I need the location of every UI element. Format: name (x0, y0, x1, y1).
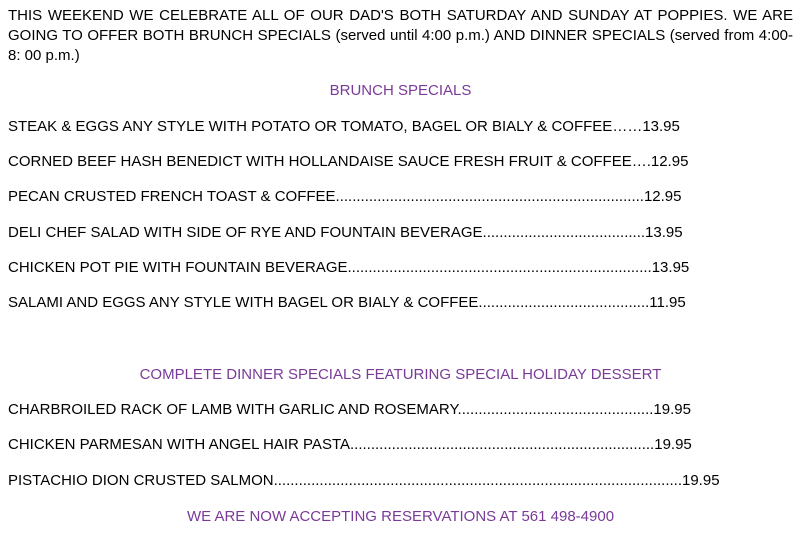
dinner-item: CHARBROILED RACK OF LAMB WITH GARLIC AND ROSEMARY...............................................19.95 (8, 401, 691, 418)
dinner-heading: COMPLETE DINNER SPECIALS FEATURING SPECIAL HOLIDAY DESSERT (139, 366, 662, 383)
brunch-item: DELI CHEF SALAD WITH SIDE OF RYE AND FOUNTAIN BEVERAGE.......................................13.95 (8, 224, 683, 241)
brunch-item: CHICKEN POT PIE WITH FOUNTAIN BEVERAGE.........................................................................13.95 (8, 259, 690, 276)
brunch-item: PECAN CRUSTED FRENCH TOAST & COFFEE..........................................................................12.95 (8, 188, 682, 205)
brunch-item: STEAK & EGGS ANY STYLE WITH POTATO OR TOMATO, BAGEL OR BIALY & COFFEE……13.95 (8, 118, 680, 135)
dinner-item: CHICKEN PARMESAN WITH ANGEL HAIR PASTA.........................................................................19.95 (8, 436, 692, 453)
brunch-item: CORNED BEEF HASH BENEDICT WITH HOLLANDAISE SAUCE FRESH FRUIT & COFFEE….12.95 (8, 153, 689, 170)
dinner-item: PISTACHIO DION CRUSTED SALMON..................................................................................................19.95 (8, 472, 720, 489)
intro-paragraph: THIS WEEKEND WE CELEBRATE ALL OF OUR DAD'S BOTH SATURDAY AND SUNDAY AT POPPIES. WE ARE GOING TO OFFER BOTH BRUNCH SPECIALS (served until 4:00 p.m.) AND DINNER SPECIALS (served from 4:00-8: 00 p.m.) (8, 7, 793, 64)
brunch-item: SALAMI AND EGGS ANY STYLE WITH BAGEL OR BIALY & COFFEE.........................................11.95 (8, 294, 686, 311)
brunch-heading: BRUNCH SPECIALS (329, 82, 472, 99)
reservations-line: WE ARE NOW ACCEPTING RESERVATIONS AT 561 498-4900 (186, 508, 615, 525)
